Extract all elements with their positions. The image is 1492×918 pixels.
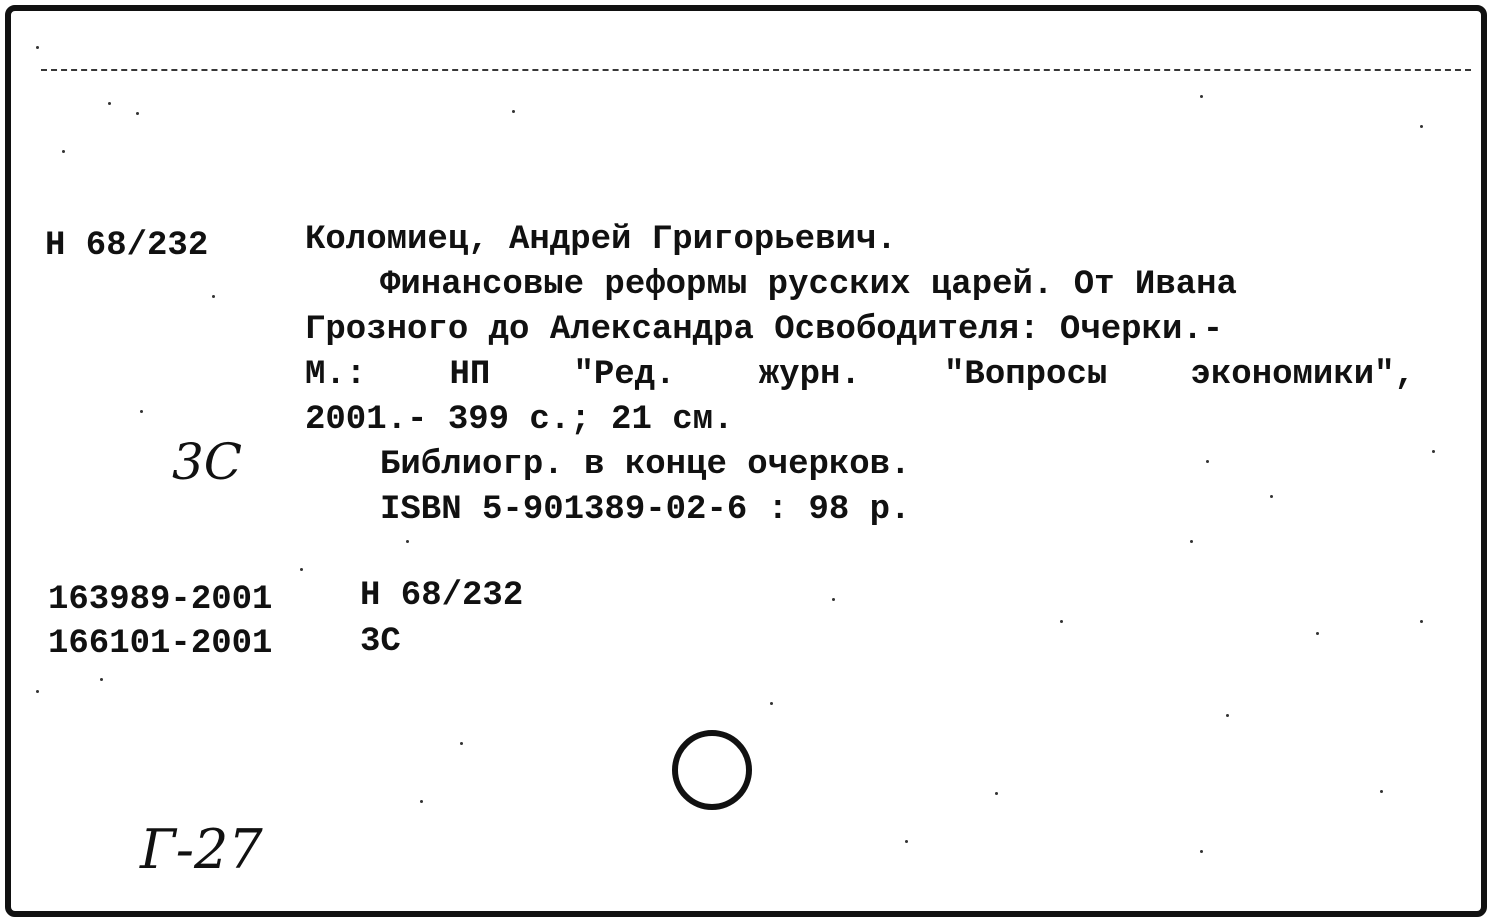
scan-speck bbox=[212, 295, 215, 298]
holding-inventory-1: 163989-2001 bbox=[48, 581, 273, 619]
scan-speck bbox=[1190, 540, 1193, 543]
holding-inventory-2: 166101-2001 bbox=[48, 625, 273, 663]
title-line-1: Финансовые реформы русских царей. От Ивана bbox=[380, 266, 1237, 304]
scan-speck bbox=[770, 702, 773, 705]
imprint-word: "Ред. bbox=[573, 356, 676, 394]
punch-hole bbox=[672, 730, 752, 810]
imprint-line-2: 2001.- 399 с.; 21 см. bbox=[305, 401, 734, 439]
bibliographic-entry bbox=[305, 218, 1415, 533]
handwritten-shelf-mark: Г-27 bbox=[140, 818, 263, 881]
scan-speck bbox=[108, 102, 111, 105]
scan-speck bbox=[1420, 620, 1423, 623]
scan-speck bbox=[1200, 850, 1203, 853]
scan-speck bbox=[905, 840, 908, 843]
call-number: Н 68/232 bbox=[45, 227, 209, 265]
scan-speck bbox=[36, 46, 39, 49]
imprint-word: журн. bbox=[758, 356, 861, 394]
isbn-price: ISBN 5-901389-02-6 : 98 р. bbox=[380, 491, 911, 529]
scan-speck bbox=[832, 598, 835, 601]
scan-speck bbox=[140, 410, 143, 413]
imprint-word: М.: bbox=[305, 356, 367, 394]
bibliography-note: Библиогр. в конце очерков. bbox=[380, 446, 911, 484]
scan-speck bbox=[420, 800, 423, 803]
imprint-line bbox=[305, 353, 1415, 398]
scan-speck bbox=[406, 540, 409, 543]
top-dashed-rule bbox=[41, 69, 1471, 71]
scan-speck bbox=[1206, 460, 1209, 463]
scan-speck bbox=[1060, 620, 1063, 623]
scan-speck bbox=[1432, 450, 1435, 453]
imprint-word: "Вопросы bbox=[944, 356, 1108, 394]
scan-speck bbox=[36, 690, 39, 693]
scan-speck bbox=[1200, 95, 1203, 98]
imprint-word: экономики", bbox=[1190, 356, 1415, 394]
holding-location-2: 3С bbox=[360, 623, 401, 661]
scan-speck bbox=[512, 110, 515, 113]
scan-speck bbox=[300, 568, 303, 571]
scan-speck bbox=[62, 150, 65, 153]
scan-speck bbox=[1270, 495, 1273, 498]
scan-speck bbox=[136, 112, 139, 115]
title-line-2: Грозного до Александра Освободителя: Очерки.- bbox=[305, 311, 1224, 349]
imprint-word: НП bbox=[449, 356, 491, 394]
scan-speck bbox=[1316, 632, 1319, 635]
scan-speck bbox=[1226, 714, 1229, 717]
scan-speck bbox=[1380, 790, 1383, 793]
handwritten-location-mark: 3С bbox=[172, 433, 243, 491]
scan-speck bbox=[460, 742, 463, 745]
holding-location-1: Н 68/232 bbox=[360, 577, 524, 615]
scan-speck bbox=[1420, 125, 1423, 128]
scan-speck bbox=[995, 792, 998, 795]
scan-speck bbox=[100, 678, 103, 681]
author-heading: Коломиец, Андрей Григорьевич. bbox=[305, 221, 897, 259]
